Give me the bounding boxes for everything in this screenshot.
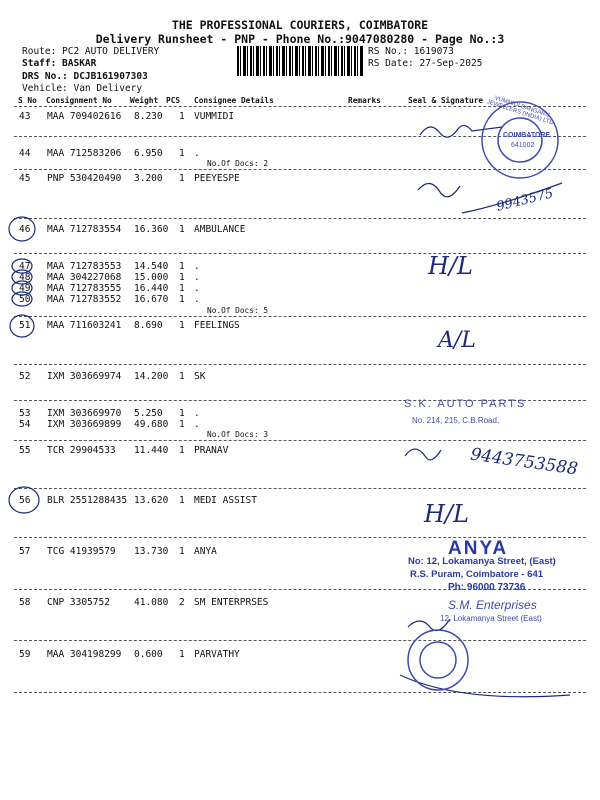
circle-mark bbox=[9, 217, 35, 241]
row-sno: 53 bbox=[19, 408, 31, 419]
circle-mark bbox=[10, 315, 34, 337]
row-consignment: IXM 303669974 bbox=[47, 371, 122, 382]
circle-mark bbox=[12, 292, 32, 306]
row-consignment: CNP 3305752 bbox=[47, 597, 110, 608]
row-pcs: 1 bbox=[179, 148, 185, 159]
row-weight: 8.230 bbox=[134, 111, 163, 122]
row-weight: 16.440 bbox=[134, 283, 169, 294]
vehicle-info: Vehicle: Van Delivery bbox=[22, 83, 143, 94]
row-consignee: FEELINGS bbox=[194, 320, 240, 331]
row-weight: 11.440 bbox=[134, 445, 169, 456]
row-sno: 59 bbox=[19, 649, 31, 660]
row-consignee: SK bbox=[194, 371, 206, 382]
row-pcs: 1 bbox=[179, 272, 185, 283]
row-weight: 14.540 bbox=[134, 261, 169, 272]
row-consignee: MEDI ASSIST bbox=[194, 495, 257, 506]
row-weight: 5.250 bbox=[134, 408, 163, 419]
row-pcs: 1 bbox=[179, 320, 185, 331]
row-consignment: IXM 303669970 bbox=[47, 408, 122, 419]
row-consignee: AMBULANCE bbox=[194, 224, 246, 235]
row-consignment: MAA 711603241 bbox=[47, 320, 122, 331]
sk-stamp-address: No. 214, 215, C.B.Road, bbox=[412, 416, 500, 425]
runsheet-subtitle: Delivery Runsheet - PNP - Phone No.:9047080280 - Page No.:3 bbox=[95, 32, 505, 46]
row-consignee: . bbox=[194, 419, 200, 430]
row-sno: 54 bbox=[19, 419, 31, 430]
circle-mark bbox=[12, 270, 32, 284]
docs-count: No.Of Docs: 5 bbox=[207, 306, 269, 315]
row-sno: 45 bbox=[19, 173, 31, 184]
sm-stamp-name: S.M. Enterprises bbox=[448, 598, 537, 612]
handwritten-hl: H/L bbox=[424, 500, 469, 528]
row-consignee: PEEYESPE bbox=[194, 173, 240, 184]
row-consignment: MAA 712583206 bbox=[47, 148, 122, 159]
row-weight: 6.950 bbox=[134, 148, 163, 159]
signature-scribble bbox=[420, 125, 502, 137]
row-consignment: MAA 304198299 bbox=[47, 649, 122, 660]
row-pcs: 1 bbox=[179, 419, 185, 430]
row-weight: 13.620 bbox=[134, 495, 169, 506]
vummidi-stamp-ring: VUMMIDI BANGARU JEWELLERS (INDIA) LTD bbox=[485, 95, 555, 127]
row-sno: 48 bbox=[19, 272, 31, 283]
row-consignment: MAA 712783554 bbox=[47, 224, 122, 235]
route-info: Route: PC2 AUTO DELIVERY bbox=[22, 46, 160, 57]
row-weight: 16.670 bbox=[134, 294, 169, 305]
round-stamp bbox=[408, 630, 468, 690]
row-sno: 47 bbox=[19, 261, 31, 272]
row-sno: 56 bbox=[19, 495, 31, 506]
row-consignment: MAA 304227068 bbox=[47, 272, 122, 283]
row-weight: 49.680 bbox=[134, 419, 169, 430]
row-sno: 49 bbox=[19, 283, 31, 294]
row-sno: 52 bbox=[19, 371, 31, 382]
docs-count: No.Of Docs: 2 bbox=[207, 159, 269, 168]
anya-stamp-address2: R.S. Puram, Coimbatore - 641 bbox=[410, 569, 544, 580]
row-sno: 43 bbox=[19, 111, 31, 122]
row-weight: 13.730 bbox=[134, 546, 169, 557]
row-consignee: . bbox=[194, 148, 200, 159]
row-consignment: TCG 41939579 bbox=[47, 546, 116, 557]
row-consignee: . bbox=[194, 272, 200, 283]
row-consignee: . bbox=[194, 283, 200, 294]
row-sno: 58 bbox=[19, 597, 31, 608]
row-consignee: PRANAV bbox=[194, 445, 229, 456]
row-consignment: MAA 712783553 bbox=[47, 261, 122, 272]
company-title: THE PROFESSIONAL COURIERS, COIMBATORE bbox=[171, 18, 429, 32]
sk-stamp-name: S.K. AUTO PARTS bbox=[404, 398, 527, 410]
row-consignee: . bbox=[194, 261, 200, 272]
circle-mark bbox=[12, 259, 32, 273]
row-pcs: 1 bbox=[179, 495, 185, 506]
row-pcs: 1 bbox=[179, 224, 185, 235]
signature-scribble bbox=[418, 183, 460, 196]
col-weight: Weight bbox=[130, 96, 159, 105]
anya-stamp-phone: Ph: 96000 73736 bbox=[448, 582, 526, 593]
rs-date: RS Date: 27-Sep-2025 bbox=[368, 58, 483, 69]
row-pcs: 1 bbox=[179, 445, 185, 456]
docs-count: No.Of Docs: 3 bbox=[207, 430, 269, 439]
row-sno: 55 bbox=[19, 445, 31, 456]
col-sno: S No bbox=[18, 96, 37, 105]
row-pcs: 1 bbox=[179, 261, 185, 272]
rs-number: RS No.: 1619073 bbox=[368, 46, 454, 57]
row-consignment: MAA 709402616 bbox=[47, 111, 122, 122]
row-weight: 0.600 bbox=[134, 649, 163, 660]
row-pcs: 1 bbox=[179, 546, 185, 557]
row-consignment: MAA 712783552 bbox=[47, 294, 122, 305]
row-weight: 3.200 bbox=[134, 173, 163, 184]
signature-scribble bbox=[400, 675, 570, 697]
row-pcs: 1 bbox=[179, 649, 185, 660]
row-sno: 57 bbox=[19, 546, 31, 557]
signature-scribble bbox=[405, 449, 441, 460]
row-pcs: 1 bbox=[179, 408, 185, 419]
round-stamp-inner bbox=[420, 642, 456, 678]
anya-stamp-address1: No: 12, Lokamanya Street, (East) bbox=[408, 556, 556, 567]
row-consignee: . bbox=[194, 408, 200, 419]
vummidi-stamp-pin: 641002 bbox=[511, 142, 535, 149]
row-pcs: 1 bbox=[179, 283, 185, 294]
row-consignment: IXM 303669899 bbox=[47, 419, 122, 430]
col-remarks: Remarks bbox=[348, 96, 381, 105]
vummidi-stamp-city: COIMBATORE bbox=[503, 132, 551, 139]
row-pcs: 1 bbox=[179, 111, 185, 122]
row-consignee: . bbox=[194, 294, 200, 305]
row-consignment: BLR 2551288435 bbox=[47, 495, 128, 506]
row-consignee: PARVATHY bbox=[194, 649, 240, 660]
anya-stamp-name: ANYA bbox=[448, 538, 509, 559]
col-pcs: PCS bbox=[166, 96, 181, 105]
row-consignment: PNP 530420490 bbox=[47, 173, 122, 184]
row-consignee: SM ENTERPRSES bbox=[194, 597, 269, 608]
handwritten-hl: H/L bbox=[428, 252, 473, 280]
row-consignee: VUMMIDI bbox=[194, 111, 235, 122]
col-seal: Seal & Signature bbox=[408, 96, 484, 105]
round-stamp-inner bbox=[498, 118, 542, 162]
row-weight: 41.080 bbox=[134, 597, 169, 608]
row-weight: 16.360 bbox=[134, 224, 169, 235]
sm-stamp-address: 12, Lokamanya Street (East) bbox=[440, 614, 542, 623]
row-pcs: 1 bbox=[179, 294, 185, 305]
row-consignee: ANYA bbox=[194, 546, 217, 557]
row-weight: 8.690 bbox=[134, 320, 163, 331]
row-sno: 51 bbox=[19, 320, 31, 331]
row-weight: 14.200 bbox=[134, 371, 169, 382]
handwritten-hl: A/L bbox=[438, 328, 476, 353]
row-sno: 50 bbox=[19, 294, 31, 305]
handwritten-phone: 9443753588 bbox=[469, 444, 580, 480]
row-pcs: 1 bbox=[179, 371, 185, 382]
row-weight: 15.000 bbox=[134, 272, 169, 283]
row-sno: 46 bbox=[19, 224, 31, 235]
drs-info: DRS No.: DCJB161907303 bbox=[22, 71, 148, 82]
handwritten-phone: 9943575 bbox=[495, 186, 555, 215]
row-sno: 44 bbox=[19, 148, 31, 159]
col-consignment: Consignment No bbox=[46, 96, 112, 105]
circle-mark bbox=[9, 487, 39, 513]
staff-info: Staff: BASKAR bbox=[22, 58, 97, 69]
col-consignee: Consignee Details bbox=[194, 96, 274, 105]
row-consignment: TCR 29904533 bbox=[47, 445, 116, 456]
row-consignment: MAA 712783555 bbox=[47, 283, 122, 294]
circle-mark bbox=[12, 281, 32, 295]
row-pcs: 1 bbox=[179, 173, 185, 184]
row-pcs: 2 bbox=[179, 597, 185, 608]
